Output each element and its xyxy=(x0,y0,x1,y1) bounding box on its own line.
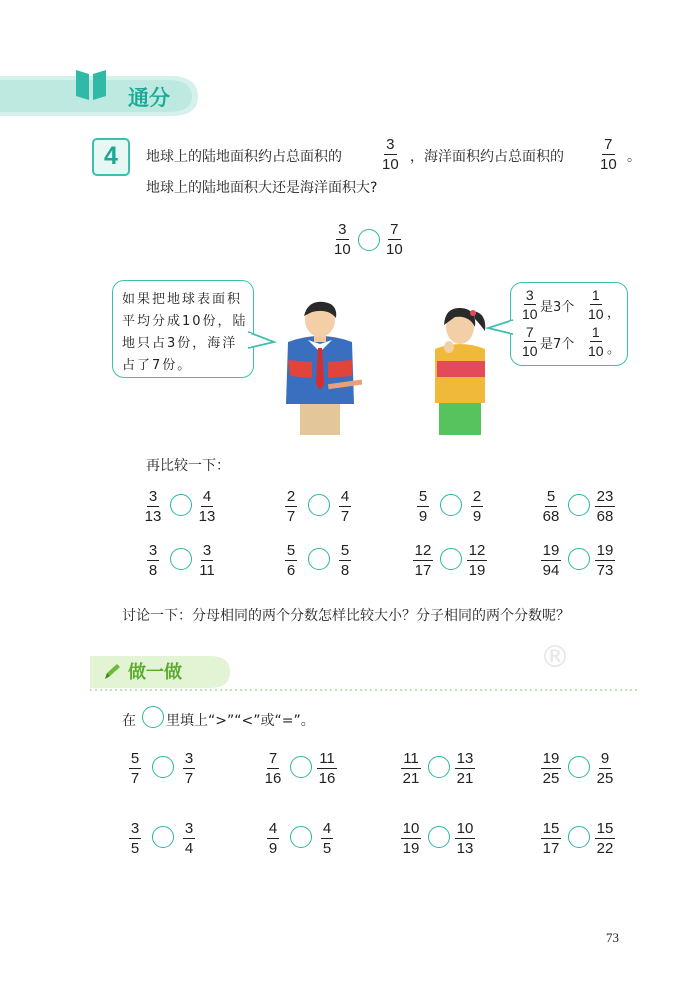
practice-left-fraction: $\frac{7}{16}$ xyxy=(264,750,282,787)
girl-illustration xyxy=(425,303,495,435)
compare-right-fraction: $\frac{23}{68}$ xyxy=(596,488,614,525)
page-number: 73 xyxy=(606,930,619,945)
practice-left-fraction: $\frac{10}{19}$ xyxy=(402,820,420,857)
practice-left-fraction: $\frac{11}{21}$ xyxy=(402,750,420,787)
problem-line1-a: 地球上的陆地面积约占总面积的 xyxy=(146,149,342,165)
compare-right-fraction: $\frac{3}{11}$ xyxy=(199,542,215,579)
compare-right-fraction: $\frac{12}{19}$ xyxy=(468,542,486,579)
discussion-question: 讨论一下：分母相同的两个分数怎样比较大小？分子相同的两个分数呢？ xyxy=(122,608,570,624)
practice-left-fraction: $\frac{3}{5}$ xyxy=(130,820,140,857)
answer-circle[interactable] xyxy=(568,548,590,570)
section-title: 通分 xyxy=(128,86,170,110)
compare-left-fraction: $\frac{3}{8}$ xyxy=(148,542,158,579)
practice-right-fraction: $\frac{11}{16}$ xyxy=(318,750,336,787)
answer-circle[interactable] xyxy=(170,494,192,516)
compare-right-fraction: $\frac{2}{9}$ xyxy=(472,488,482,525)
book-icon xyxy=(74,66,108,102)
practice-left-fraction: $\frac{19}{25}$ xyxy=(542,750,560,787)
answer-circle[interactable] xyxy=(358,229,380,251)
practice-right-fraction: $\frac{3}{4}$ xyxy=(184,820,194,857)
practice-left-fraction: $\frac{4}{9}$ xyxy=(268,820,278,857)
practice-right-fraction: $\frac{15}{22}$ xyxy=(596,820,614,857)
problem-line1-c: 。 xyxy=(627,149,641,165)
answer-circle[interactable] xyxy=(290,826,312,848)
answer-circle[interactable] xyxy=(568,826,590,848)
watermark-registered-mark: ® xyxy=(540,640,570,675)
compare-right-fraction: $\frac{7}{10}$ xyxy=(386,221,403,258)
practice-right-fraction: $\frac{10}{13}$ xyxy=(456,820,474,857)
practice-title: 做一做 xyxy=(128,662,182,683)
practice-left-fraction: $\frac{5}{7}$ xyxy=(130,750,140,787)
fraction-ocean: $\frac{7}{10}$ xyxy=(600,136,617,173)
boy-illustration xyxy=(272,300,368,435)
practice-right-fraction: $\frac{9}{25}$ xyxy=(596,750,614,787)
answer-circle[interactable] xyxy=(152,826,174,848)
answer-circle[interactable] xyxy=(290,756,312,778)
example-number: 4 xyxy=(104,142,118,170)
compare-left-fraction: $\frac{19}{94}$ xyxy=(542,542,560,579)
compare-right-fraction: $\frac{4}{13}$ xyxy=(198,488,216,525)
answer-circle[interactable] xyxy=(152,756,174,778)
compare-left-fraction: $\frac{12}{17}$ xyxy=(414,542,432,579)
problem-line2: 地球上的陆地面积大还是海洋面积大? xyxy=(146,180,378,196)
bubble-tail-girl xyxy=(486,318,514,338)
practice-instruction-b: 里填上“>”“<”或“=”。 xyxy=(166,713,315,729)
compare-left-fraction: $\frac{2}{7}$ xyxy=(286,488,296,525)
answer-circle[interactable] xyxy=(308,494,330,516)
practice-left-fraction: $\frac{15}{17}$ xyxy=(542,820,560,857)
practice-right-fraction: $\frac{4}{5}$ xyxy=(322,820,332,857)
compare-left-fraction: $\frac{5}{68}$ xyxy=(542,488,560,525)
practice-right-fraction: $\frac{3}{7}$ xyxy=(184,750,194,787)
practice-instruction-a: 在 xyxy=(122,713,136,729)
answer-circle[interactable] xyxy=(568,494,590,516)
compare-right-fraction: $\frac{19}{73}$ xyxy=(596,542,614,579)
practice-right-fraction: $\frac{13}{21}$ xyxy=(456,750,474,787)
problem-line1-b: ，海洋面积约占总面积的 xyxy=(410,149,564,165)
answer-circle[interactable] xyxy=(440,548,462,570)
section-header xyxy=(0,72,200,118)
example-number-badge xyxy=(92,138,130,176)
answer-circle[interactable] xyxy=(428,826,450,848)
boy-speech-text: 如果把地球表面积 平均分成10份，陆 地只占3份，海洋 占了7份。 xyxy=(122,292,248,373)
pencil-icon xyxy=(102,662,122,682)
compare-left-fraction: $\frac{3}{13}$ xyxy=(144,488,162,525)
answer-circle[interactable] xyxy=(428,756,450,778)
answer-circle[interactable] xyxy=(440,494,462,516)
answer-circle[interactable] xyxy=(568,756,590,778)
compare-left-fraction: $\frac{5}{9}$ xyxy=(418,488,428,525)
compare-left-fraction: $\frac{5}{6}$ xyxy=(286,542,296,579)
compare-right-fraction: $\frac{4}{7}$ xyxy=(340,488,350,525)
compare-right-fraction: $\frac{5}{8}$ xyxy=(340,542,350,579)
answer-circle[interactable] xyxy=(170,548,192,570)
answer-circle[interactable] xyxy=(308,548,330,570)
instruction-circle xyxy=(142,706,164,728)
fraction-land: $\frac{3}{10}$ xyxy=(382,136,399,173)
compare-prompt: 再比较一下： xyxy=(146,458,230,474)
compare-left-fraction: $\frac{3}{10}$ xyxy=(334,221,351,258)
